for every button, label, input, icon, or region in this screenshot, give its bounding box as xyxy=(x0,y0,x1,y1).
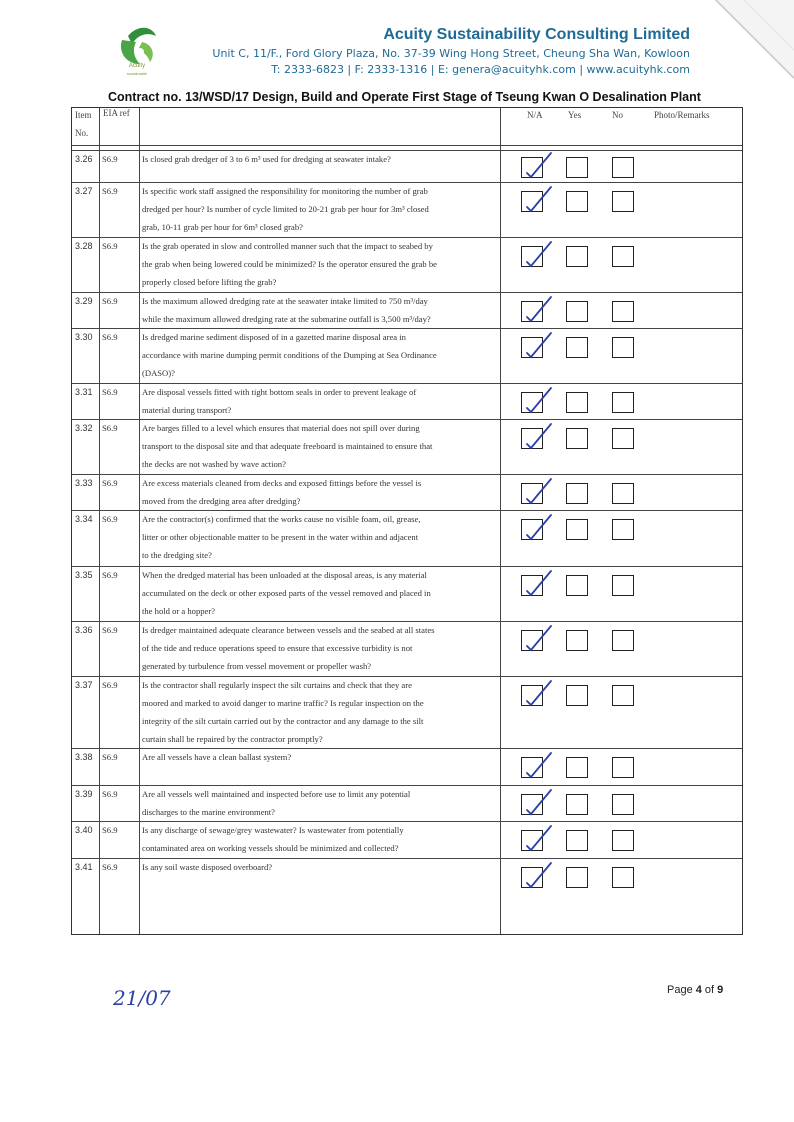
checkbox-no[interactable] xyxy=(612,575,634,596)
question-text-line: moored and marked to avoid danger to marine traffic? Is regular inspection on the xyxy=(142,698,424,708)
checkmark-icon xyxy=(524,751,554,781)
checkmark-icon xyxy=(524,679,554,709)
question-text-line: Is the maximum allowed dredging rate at the seawater intake limited to 750 m³/day xyxy=(142,296,428,306)
item-number: 3.37 xyxy=(75,680,93,690)
checkmark-icon xyxy=(524,422,554,452)
eia-reference: S6.9 xyxy=(102,478,118,488)
page-fold-decoration xyxy=(714,0,794,80)
checkbox-yes[interactable] xyxy=(566,246,588,267)
header-na: N/A xyxy=(527,110,543,120)
eia-reference: S6.9 xyxy=(102,680,118,690)
eia-reference: S6.9 xyxy=(102,332,118,342)
checkbox-no[interactable] xyxy=(612,301,634,322)
item-number: 3.28 xyxy=(75,241,93,251)
checkbox-no[interactable] xyxy=(612,157,634,178)
eia-reference: S6.9 xyxy=(102,752,118,762)
item-number: 3.38 xyxy=(75,752,93,762)
header-photo-remarks: Photo/Remarks xyxy=(654,110,710,120)
checkmark-icon xyxy=(524,477,554,507)
eia-reference: S6.9 xyxy=(102,186,118,196)
checkmark-icon xyxy=(524,331,554,361)
item-number: 3.39 xyxy=(75,789,93,799)
eia-reference: S6.9 xyxy=(102,154,118,164)
question-text-line: integrity of the silt curtain carried out by the contractor and any damage to the silt xyxy=(142,716,424,726)
header-item: Item xyxy=(75,110,92,120)
question-text-line: Is the contractor shall regularly inspect the silt curtains and check that they are xyxy=(142,680,412,690)
checkmark-icon xyxy=(524,513,554,543)
checkbox-yes[interactable] xyxy=(566,630,588,651)
item-number: 3.34 xyxy=(75,514,93,524)
question-text-line: material during transport? xyxy=(142,405,232,415)
contract-title: Contract no. 13/WSD/17 Design, Build and Operate First Stage of Tseung Kwan O Desalination Plant xyxy=(108,90,701,104)
checkmark-icon xyxy=(524,788,554,818)
item-number: 3.27 xyxy=(75,186,93,196)
item-number: 3.29 xyxy=(75,296,93,306)
checkbox-no[interactable] xyxy=(612,519,634,540)
question-text-line: curtain shall be repaired by the contractor promptly? xyxy=(142,734,323,744)
checkmark-icon xyxy=(524,624,554,654)
item-number: 3.33 xyxy=(75,478,93,488)
item-number: 3.36 xyxy=(75,625,93,635)
checkbox-yes[interactable] xyxy=(566,867,588,888)
checkbox-no[interactable] xyxy=(612,392,634,413)
checkbox-yes[interactable] xyxy=(566,428,588,449)
checkbox-no[interactable] xyxy=(612,867,634,888)
logo-wordmark: Acuity xyxy=(128,63,146,69)
checkbox-yes[interactable] xyxy=(566,337,588,358)
question-text-line: Is any soil waste disposed overboard? xyxy=(142,862,273,872)
header-item-no: No. xyxy=(75,128,89,138)
eia-reference: S6.9 xyxy=(102,423,118,433)
checkbox-no[interactable] xyxy=(612,483,634,504)
checkmark-icon xyxy=(524,295,554,325)
checkbox-no[interactable] xyxy=(612,191,634,212)
question-text-line: of the tide and reduce operations speed to ensure that excessive turbidity is not xyxy=(142,643,413,653)
question-text-line: Are the contractor(s) confirmed that the works cause no visible foam, oil, grease, xyxy=(142,514,421,524)
checkbox-no[interactable] xyxy=(612,794,634,815)
checkmark-icon xyxy=(524,569,554,599)
checkmark-icon xyxy=(524,824,554,854)
logo-tagline: sustainable xyxy=(126,71,148,76)
question-text-line: Is any discharge of sewage/grey wastewater? Is wastewater from potentially xyxy=(142,825,404,835)
checkmark-icon xyxy=(524,240,554,270)
checkbox-no[interactable] xyxy=(612,630,634,651)
eia-reference: S6.9 xyxy=(102,514,118,524)
checkbox-yes[interactable] xyxy=(566,794,588,815)
question-text-line: Are all vessels have a clean ballast system? xyxy=(142,752,292,762)
checkmark-icon xyxy=(524,386,554,416)
handwritten-date: 21/07 xyxy=(113,986,171,1010)
question-text-line: grab, 10-11 grab per hour for 6m³ closed grab? xyxy=(142,222,303,232)
checkbox-yes[interactable] xyxy=(566,685,588,706)
item-number: 3.32 xyxy=(75,423,93,433)
question-text-line: When the dredged material has been unloaded at the disposal areas, is any material xyxy=(142,570,427,580)
item-number: 3.31 xyxy=(75,387,93,397)
checkbox-yes[interactable] xyxy=(566,575,588,596)
question-text-line: the decks are not washed by wave action? xyxy=(142,459,286,469)
item-number: 3.30 xyxy=(75,332,93,342)
header-eia-ref: EIA ref xyxy=(103,108,130,118)
eia-reference: S6.9 xyxy=(102,862,118,872)
eia-reference: S6.9 xyxy=(102,296,118,306)
question-text-line: Are disposal vessels fitted with tight bottom seals in order to prevent leakage of xyxy=(142,387,417,397)
question-text-line: (DASO)? xyxy=(142,368,175,378)
question-text-line: litter or other objectionable matter to be present in the water within and adjacent xyxy=(142,532,419,542)
company-address: Unit C, 11/F., Ford Glory Plaza, No. 37-39 Wing Hong Street, Cheung Sha Wan, Kowloon xyxy=(212,47,690,60)
question-text-line: Is closed grab dredger of 3 to 6 m³ used for dredging at seawater intake? xyxy=(142,154,391,164)
eia-reference: S6.9 xyxy=(102,825,118,835)
question-text-line: properly closed before lifting the grab? xyxy=(142,277,277,287)
checkmark-icon xyxy=(524,185,554,215)
question-text-line: while the maximum allowed dredging rate at the submarine outfall is 3,500 m³/day? xyxy=(142,314,431,324)
question-text-line: Are all vessels well maintained and inspected before use to limit any potential xyxy=(142,789,411,799)
checkbox-no[interactable] xyxy=(612,337,634,358)
company-contact: T: 2333-6823 | F: 2333-1316 | E: genera@acuityhk.com | www.acuityhk.com xyxy=(271,63,690,76)
question-text-line: accumulated on the deck or other exposed parts of the vessel removed and placed in xyxy=(142,588,431,598)
checkbox-yes[interactable] xyxy=(566,483,588,504)
column-divider xyxy=(500,108,501,934)
question-text-line: the grab when being lowered could be minimized? Is the operator ensured the grab be xyxy=(142,259,437,269)
question-text-line: the hold or a hopper? xyxy=(142,606,216,616)
item-number: 3.35 xyxy=(75,570,93,580)
eia-reference: S6.9 xyxy=(102,387,118,397)
checklist-table xyxy=(71,107,743,935)
item-number: 3.26 xyxy=(75,154,93,164)
checkbox-no[interactable] xyxy=(612,685,634,706)
column-divider xyxy=(139,108,140,934)
checkbox-yes[interactable] xyxy=(566,757,588,778)
question-text-line: accordance with marine dumping permit conditions of the Dumping at Sea Ordinance xyxy=(142,350,437,360)
question-text-line: generated by turbulence from vessel movement or propeller wash? xyxy=(142,661,372,671)
eia-reference: S6.9 xyxy=(102,241,118,251)
question-text-line: dredged per hour? Is number of cycle limited to 20-21 grab per hour for 3m³ closed xyxy=(142,204,429,214)
eia-reference: S6.9 xyxy=(102,625,118,635)
question-text-line: discharges to the marine environment? xyxy=(142,807,276,817)
checkbox-yes[interactable] xyxy=(566,191,588,212)
question-text-line: transport to the disposal site and that adequate freeboard is maintained to ensure that xyxy=(142,441,433,451)
company-name: Acuity Sustainability Consulting Limited xyxy=(383,26,690,43)
header-divider xyxy=(72,145,742,146)
checkmark-icon xyxy=(524,861,554,891)
question-text-line: moved from the dredging area after dredging? xyxy=(142,496,301,506)
column-divider xyxy=(99,108,100,934)
page-number: Page 4 of 9 xyxy=(667,984,724,996)
item-number: 3.40 xyxy=(75,825,93,835)
question-text-line: Is dredged marine sediment disposed of in a gazetted marine disposal area in xyxy=(142,332,406,342)
checkbox-yes[interactable] xyxy=(566,157,588,178)
eia-reference: S6.9 xyxy=(102,570,118,580)
header-no: No xyxy=(612,110,623,120)
checkbox-no[interactable] xyxy=(612,246,634,267)
checkbox-yes[interactable] xyxy=(566,830,588,851)
question-text-line: Is specific work staff assigned the responsibility for monitoring the number of grab xyxy=(142,186,428,196)
checkbox-yes[interactable] xyxy=(566,392,588,413)
checkbox-no[interactable] xyxy=(612,757,634,778)
item-number: 3.41 xyxy=(75,862,93,872)
question-text-line: Are excess materials cleaned from decks and exposed fittings before the vessel is xyxy=(142,478,422,488)
checkmark-icon xyxy=(524,151,554,181)
checkbox-no[interactable] xyxy=(612,428,634,449)
header-yes: Yes xyxy=(568,110,582,120)
question-text-line: Is dredger maintained adequate clearance between vessels and the seabed at all states xyxy=(142,625,435,635)
question-text-line: Are barges filled to a level which ensures that material does not spill over during xyxy=(142,423,420,433)
question-text-line: to the dredging site? xyxy=(142,550,212,560)
checkbox-yes[interactable] xyxy=(566,301,588,322)
question-text-line: contaminated area on working vessels should be minimized and collected? xyxy=(142,843,399,853)
eia-reference: S6.9 xyxy=(102,789,118,799)
checkbox-yes[interactable] xyxy=(566,519,588,540)
checkbox-no[interactable] xyxy=(612,830,634,851)
question-text-line: Is the grab operated in slow and controlled manner such that the impact to seabed by xyxy=(142,241,433,251)
